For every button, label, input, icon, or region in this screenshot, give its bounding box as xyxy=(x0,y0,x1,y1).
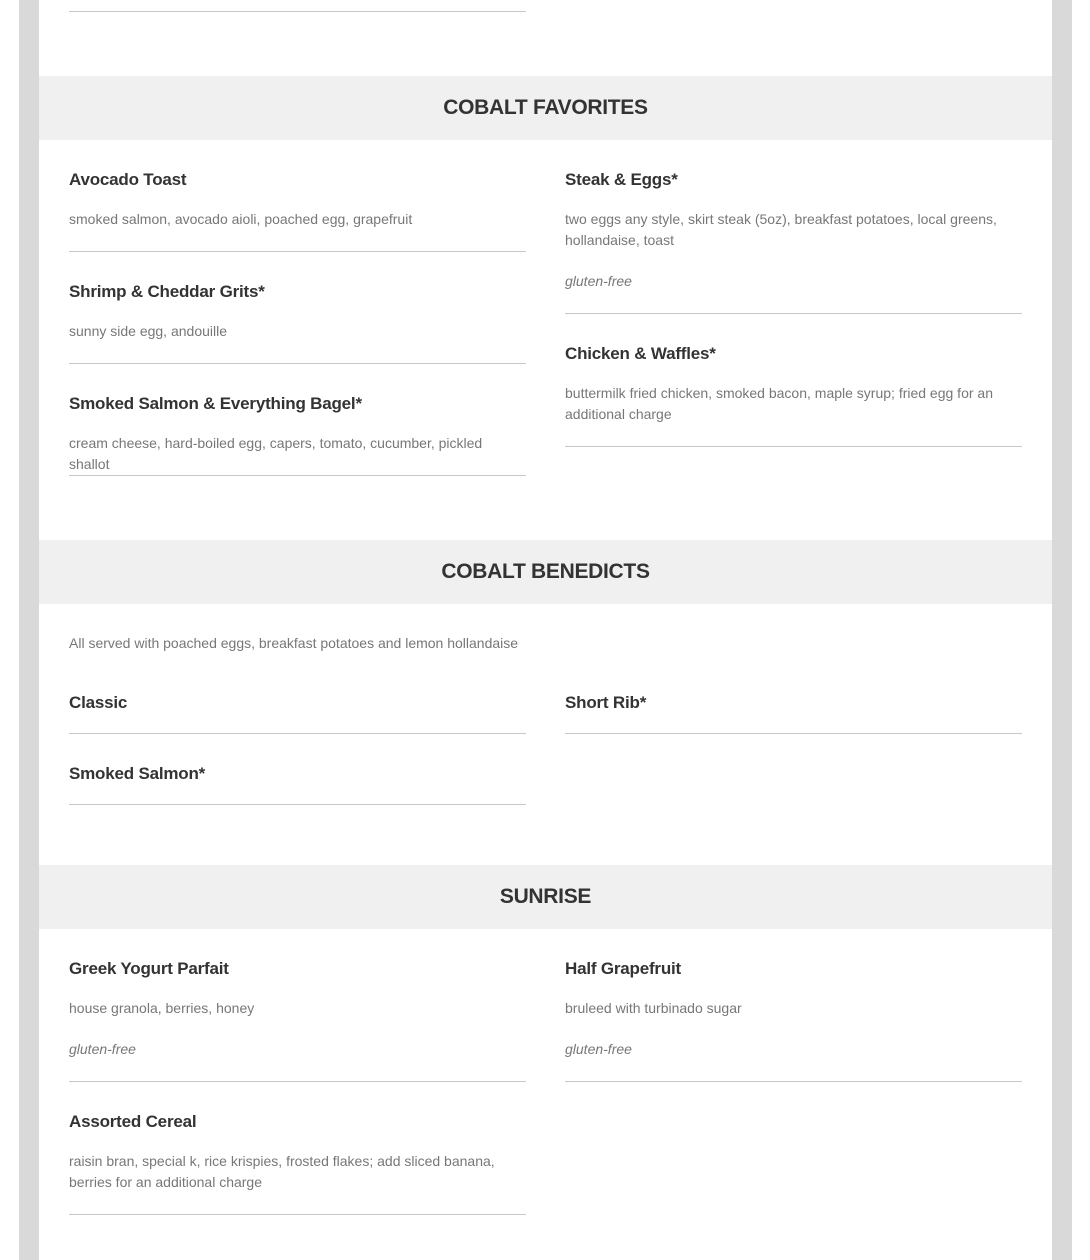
item-divider xyxy=(69,363,526,364)
menu-item-name: Smoked Salmon* xyxy=(69,764,206,783)
item-divider xyxy=(69,1081,526,1082)
item-divider xyxy=(69,11,526,12)
gluten-free-tag: gluten-free xyxy=(69,1041,136,1057)
menu-item-name: Avocado Toast xyxy=(69,170,187,189)
menu-item-description: buttermilk fried chicken, smoked bacon, maple syrup; fried egg for an additional charge xyxy=(565,385,993,422)
section-title: COBALT BENEDICTS xyxy=(441,560,650,583)
menu-item-description: raisin bran, special k, rice krispies, frosted flakes; add sliced banana, berries for an additional charge xyxy=(69,1153,495,1190)
section-title: COBALT FAVORITES xyxy=(443,96,648,119)
menu-item-name: Half Grapefruit xyxy=(565,959,682,978)
menu-item-description: house granola, berries, honey xyxy=(69,1000,255,1016)
item-divider xyxy=(69,1214,526,1215)
menu-item-name: Greek Yogurt Parfait xyxy=(69,959,229,978)
section-header-sunrise xyxy=(39,865,1052,929)
menu-item-description: sunny side egg, andouille xyxy=(69,323,228,339)
gluten-free-tag: gluten-free xyxy=(565,1041,632,1057)
item-divider xyxy=(69,804,526,805)
item-divider xyxy=(69,733,526,734)
item-divider xyxy=(565,1081,1022,1082)
menu-item-name: Steak & Eggs* xyxy=(565,170,678,189)
section-header-cobalt-benedicts xyxy=(39,540,1052,604)
menu-item-name: Shrimp & Cheddar Grits* xyxy=(69,282,265,301)
menu-item-description: cream cheese, hard-boiled egg, capers, tomato, cucumber, pickled shallot xyxy=(69,435,483,472)
menu-item-description: smoked salmon, avocado aioli, poached egg, grapefruit xyxy=(69,211,413,227)
menu-item-name: Short Rib* xyxy=(565,693,647,712)
item-divider xyxy=(69,475,526,476)
menu-item-name: Assorted Cereal xyxy=(69,1112,197,1131)
menu-item-description: bruleed with turbinado sugar xyxy=(565,1000,742,1016)
section-header-cobalt-favorites xyxy=(39,76,1052,140)
menu-item-description: two eggs any style, skirt steak (5oz), breakfast potatoes, local greens, hollandaise, toast xyxy=(565,211,997,248)
item-divider xyxy=(565,313,1022,314)
item-divider xyxy=(565,446,1022,447)
menu-item-name: Smoked Salmon & Everything Bagel* xyxy=(69,394,362,413)
item-divider xyxy=(565,733,1022,734)
gluten-free-tag: gluten-free xyxy=(565,273,632,289)
menu-item-name: Classic xyxy=(69,693,128,712)
item-divider xyxy=(69,251,526,252)
section-note: All served with poached eggs, breakfast potatoes and lemon hollandaise xyxy=(69,635,519,651)
section-title: SUNRISE xyxy=(499,885,592,908)
menu-page xyxy=(39,0,1052,1260)
menu-item-name: Chicken & Waffles* xyxy=(565,344,716,363)
